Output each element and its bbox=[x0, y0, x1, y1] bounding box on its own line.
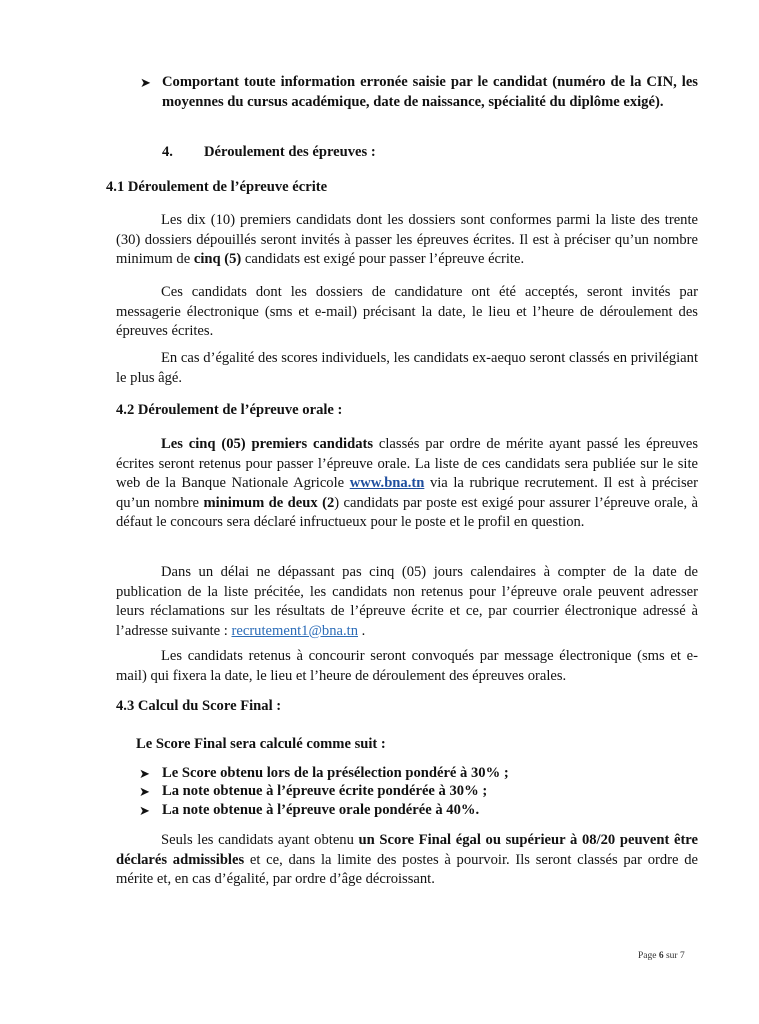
page-footer: Page 6 sur 7 bbox=[638, 951, 685, 961]
score-intro: Le Score Final sera calculé comme suit : bbox=[136, 736, 386, 752]
paragraph-4-1-1: Les dix (10) premiers candidats dont les dossiers sont conformes parmi la liste des trente (30) dossiers dépouillés seront invités à passer les épreuves écrites. Il est à préciser qu’un nombre minimum de cinq (5) candidats est exigé pour passer l’épreuve écrite. bbox=[116, 212, 698, 267]
bullet-erroneous-info: Comportant toute information erronée saisie par le candidat (numéro de la CIN, les moyennes du cursus académique, date de naissance, spécialité du diplôme exigé). bbox=[162, 74, 698, 110]
paragraph-4-2-2: Dans un délai ne dépassant pas cinq (05) jours calendaires à compter de la date de publication de la liste précitée, les candidats non retenus pour l’épreuve orale peuvent adresser leurs réclamations sur les résultats de l’épreuve écrite et ce, par courrier électronique adressé à l’adresse suivante : recrutement1@bna.tn . bbox=[116, 564, 698, 639]
arrow-bullet-icon: ➤ bbox=[139, 785, 150, 800]
paragraph-4-1-3: En cas d’égalité des scores individuels, les candidats ex-aequo seront classés en privilégiant le plus âgé. bbox=[116, 350, 698, 386]
paragraph-4-2-1: Les cinq (05) premiers candidats classés par ordre de mérite ayant passé les épreuves écrites seront retenus pour passer l’épreuve orale. La liste de ces candidats sera publiée sur le site web de la Banque Nationale Agricole www.bna.tn via la rubrique recrutement. Il est à préciser qu’un nombre minimum de deux (2) candidats par poste est exigé pour assurer l’épreuve orale, à défaut le concours sera déclaré infructueux pour le poste et le profil en question. bbox=[116, 436, 699, 530]
heading-4-1: 4.1 Déroulement de l’épreuve écrite bbox=[106, 179, 328, 195]
heading-4-2: 4.2 Déroulement de l’épreuve orale : bbox=[116, 402, 343, 418]
arrow-bullet-icon: ➤ bbox=[140, 76, 151, 91]
paragraph-4-3-final: Seuls les candidats ayant obtenu un Score Final égal ou supérieur à 08/20 peuvent être déclarés admissibles et ce, dans la limite des postes à pourvoir. Ils seront classés par ordre de mérite et, en cas d’égalité, par ordre d’âge décroissant. bbox=[116, 832, 698, 887]
current-page-number: 6 bbox=[658, 951, 664, 961]
bna-website-link[interactable]: www.bna.tn bbox=[349, 475, 425, 491]
arrow-bullet-icon: ➤ bbox=[139, 804, 150, 819]
section-title: Déroulement des épreuves : bbox=[204, 144, 376, 160]
score-bullet-written: La note obtenue à l’épreuve écrite pondérée à 30% ; bbox=[162, 783, 488, 799]
paragraph-4-1-2: Ces candidats dont les dossiers de candidature ont été acceptés, seront invités par messagerie électronique (sms et e-mail) précisant la date, le lieu et l’heure de déroulement des épreuves écrites. bbox=[116, 284, 698, 339]
arrow-bullet-icon: ➤ bbox=[139, 767, 150, 782]
score-bullet-preselection: Le Score obtenu lors de la présélection pondéré à 30% ; bbox=[162, 765, 509, 781]
paragraph-4-2-3: Les candidats retenus à concourir seront convoqués par message électronique (sms et e-mail) qui fixera la date, le lieu et l’heure de déroulement des épreuves orales. bbox=[116, 648, 698, 684]
heading-4-3: 4.3 Calcul du Score Final : bbox=[116, 698, 282, 714]
section-number: 4. bbox=[162, 144, 173, 160]
score-bullet-oral: La note obtenue à l’épreuve orale pondérée à 40%. bbox=[162, 802, 480, 818]
total-pages: 7 bbox=[679, 951, 685, 961]
recruitment-email-link[interactable]: recrutement1@bna.tn bbox=[231, 622, 358, 639]
